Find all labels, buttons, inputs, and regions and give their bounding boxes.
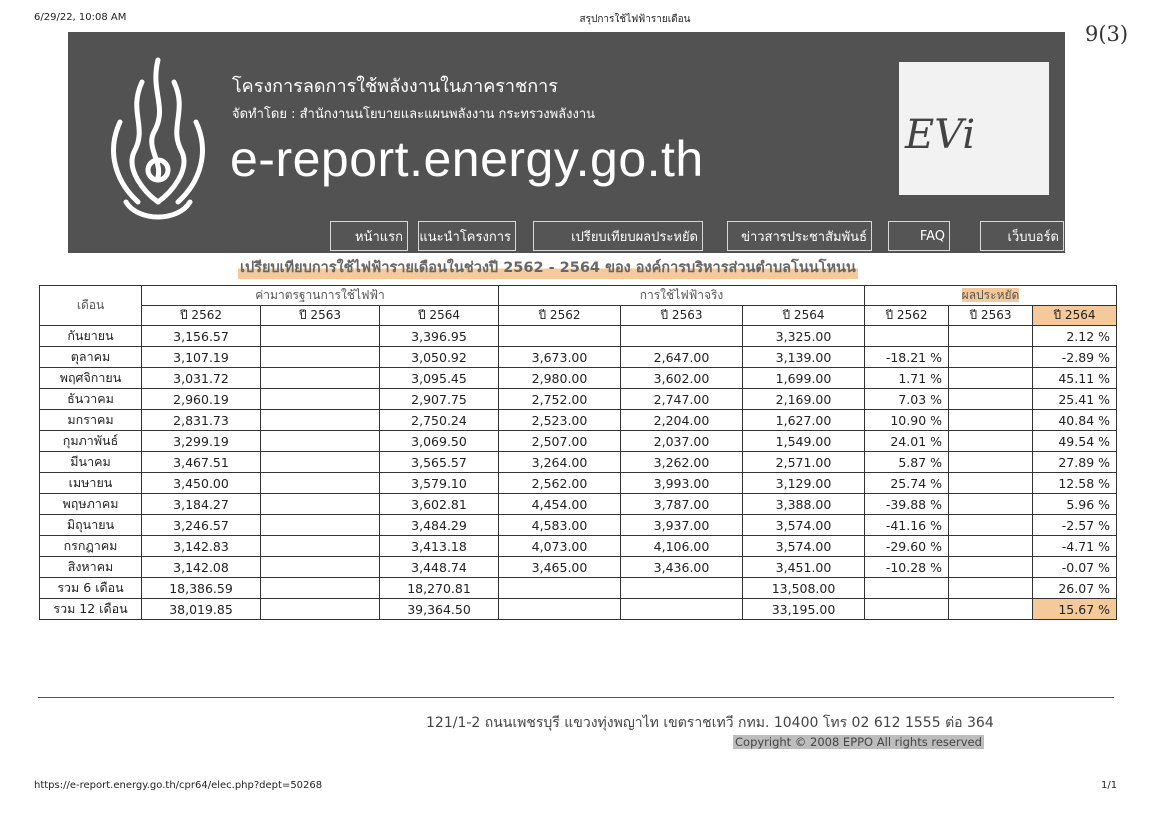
value-cell [865,599,949,620]
value-cell: 3,264.00 [499,452,621,473]
year-header: ปี 2563 [261,306,380,326]
nav-faq[interactable]: FAQ [888,221,950,251]
value-cell: 3,413.18 [380,536,499,557]
savings-header [865,286,1117,306]
month-cell: เมษายน [40,473,142,494]
table-row [40,326,1117,347]
org-author-line: จัดทำโดย : สำนักงานนโยบายและแผนพลังงาน กระทรวงพลังงาน [232,107,596,122]
site-name: e-report.energy.go.th [230,131,704,187]
footer-copyright: Copyright © 2008 EPPO All rights reserved [735,735,982,749]
value-cell [949,326,1033,347]
value-cell: 3,095.45 [380,368,499,389]
value-cell: 2,907.75 [380,389,499,410]
value-cell [261,494,380,515]
year-header: ปี 2562 [499,306,621,326]
value-cell: 3,436.00 [621,557,743,578]
value-cell: 15.67 % [1033,599,1117,620]
month-cell: สิงหาคม [40,557,142,578]
value-cell [261,410,380,431]
value-cell: 2,523.00 [499,410,621,431]
value-cell: 2,750.24 [380,410,499,431]
value-cell [949,557,1033,578]
value-cell [261,347,380,368]
value-cell: 3,602.00 [621,368,743,389]
table-row [40,515,1117,536]
table-row [40,578,1117,599]
year-header: ปี 2563 [621,306,743,326]
value-cell: 3,262.00 [621,452,743,473]
year-header: ปี 2564 [743,306,865,326]
value-cell [499,326,621,347]
value-cell: 2,960.19 [142,389,261,410]
value-cell: -41.16 % [865,515,949,536]
value-cell [261,473,380,494]
value-cell [949,473,1033,494]
table-row [40,410,1117,431]
value-cell [621,578,743,599]
value-cell: 2,980.00 [499,368,621,389]
print-datetime: 6/29/22, 10:08 AM [34,12,127,23]
value-cell: 3,156.57 [142,326,261,347]
value-cell: 2,831.73 [142,410,261,431]
month-cell: มีนาคม [40,452,142,473]
evi-logo-text: EVi [905,112,976,158]
value-cell: 3,565.57 [380,452,499,473]
month-cell: มิถุนายน [40,515,142,536]
value-cell [949,452,1033,473]
value-cell: 4,583.00 [499,515,621,536]
value-cell: 3,451.00 [743,557,865,578]
value-cell: 3,396.95 [380,326,499,347]
value-cell: 12.58 % [1033,473,1117,494]
value-cell: -29.60 % [865,536,949,557]
print-page-number: 1/1 [1101,780,1118,791]
value-cell: -2.89 % [1033,347,1117,368]
value-cell: -10.28 % [865,557,949,578]
value-cell: 13,508.00 [743,578,865,599]
year-header: ปี 2563 [949,306,1033,326]
month-cell: กุมภาพันธ์ [40,431,142,452]
month-cell: พฤษภาคม [40,494,142,515]
value-cell [621,326,743,347]
value-cell [865,578,949,599]
value-cell: 2,169.00 [743,389,865,410]
value-cell [949,515,1033,536]
nav-home[interactable]: หน้าแรก [330,221,408,251]
value-cell [261,431,380,452]
electricity-usage-table [39,285,1117,620]
value-cell: 40.84 % [1033,410,1117,431]
value-cell [499,578,621,599]
nav-webboard[interactable]: เว็บบอร์ด [980,221,1064,251]
table-row [40,431,1117,452]
value-cell [261,368,380,389]
nav-about-project[interactable]: แนะนำโครงการ [418,221,516,251]
value-cell: 2,647.00 [621,347,743,368]
value-cell: 26.07 % [1033,578,1117,599]
value-cell: 2,752.00 [499,389,621,410]
table-row [40,389,1117,410]
value-cell: 25.74 % [865,473,949,494]
value-cell: 18,386.59 [142,578,261,599]
value-cell: 3,450.00 [142,473,261,494]
value-cell: 3,993.00 [621,473,743,494]
print-page-title: สรุปการใช้ไฟฟ้ารายเดือน [579,14,691,25]
value-cell: 2,562.00 [499,473,621,494]
table-row [40,599,1117,620]
value-cell: 24.01 % [865,431,949,452]
month-cell: กรกฎาคม [40,536,142,557]
value-cell: 3,142.08 [142,557,261,578]
value-cell [949,599,1033,620]
value-cell: 2,204.00 [621,410,743,431]
value-cell: 25.41 % [1033,389,1117,410]
value-cell: 3,602.81 [380,494,499,515]
actual-usage-header: การใช้ไฟฟ้าจริง [499,286,865,306]
value-cell: 18,270.81 [380,578,499,599]
month-cell: รวม 12 เดือน [40,599,142,620]
value-cell: 1.71 % [865,368,949,389]
value-cell [949,410,1033,431]
value-cell: 7.03 % [865,389,949,410]
value-cell: 3,184.27 [142,494,261,515]
month-cell: พฤศจิกายน [40,368,142,389]
table-row [40,368,1117,389]
value-cell: 3,299.19 [142,431,261,452]
value-cell: 1,549.00 [743,431,865,452]
value-cell: 38,019.85 [142,599,261,620]
value-cell [261,452,380,473]
nav-news[interactable]: ข่าวสารประชาสัมพันธ์ [727,221,872,251]
value-cell: 3,465.00 [499,557,621,578]
table-row [40,557,1117,578]
footer-divider [38,697,1114,698]
value-cell: 3,579.10 [380,473,499,494]
value-cell: 39,364.50 [380,599,499,620]
table-row [40,473,1117,494]
value-cell: 3,050.92 [380,347,499,368]
month-cell: กันยายน [40,326,142,347]
value-cell: 2,571.00 [743,452,865,473]
table-row [40,536,1117,557]
value-cell: 2,747.00 [621,389,743,410]
month-cell: ตุลาคม [40,347,142,368]
value-cell [949,494,1033,515]
value-cell: 3,787.00 [621,494,743,515]
nav-compare-savings[interactable]: เปรียบเทียบผลประหยัด [533,221,703,251]
value-cell: 1,699.00 [743,368,865,389]
org-program-title: โครงการลดการใช้พลังงานในภาคราชการ [232,76,558,97]
handwritten-page-note: 9(3) [1085,22,1129,46]
print-url: https://e-report.energy.go.th/cpr64/elec.php?dept=50268 [34,780,323,791]
value-cell: 4,106.00 [621,536,743,557]
month-cell: รวม 6 เดือน [40,578,142,599]
value-cell: 2,037.00 [621,431,743,452]
report-subtitle: เปรียบเทียบการใช้ไฟฟ้ารายเดือนในช่วงปี 2562 - 2564 ของ องค์การบริหารส่วนตำบลโนนโหนน [238,256,858,279]
value-cell: 3,937.00 [621,515,743,536]
value-cell: -0.07 % [1033,557,1117,578]
value-cell [499,599,621,620]
value-cell [261,389,380,410]
value-cell [865,326,949,347]
value-cell: 3,574.00 [743,515,865,536]
value-cell: 5.96 % [1033,494,1117,515]
value-cell [949,368,1033,389]
year-header: ปี 2562 [142,306,261,326]
value-cell: 3,448.74 [380,557,499,578]
value-cell: -4.71 % [1033,536,1117,557]
value-cell: 27.89 % [1033,452,1117,473]
value-cell [949,347,1033,368]
value-cell: 10.90 % [865,410,949,431]
value-cell: 2,507.00 [499,431,621,452]
value-cell: 3,069.50 [380,431,499,452]
value-cell: 3,139.00 [743,347,865,368]
value-cell: 3,246.57 [142,515,261,536]
value-cell [261,599,380,620]
standard-usage-header: ค่ามาตรฐานการใช้ไฟฟ้า [142,286,499,306]
value-cell: -39.88 % [865,494,949,515]
value-cell [949,536,1033,557]
value-cell [261,515,380,536]
value-cell: 3,107.19 [142,347,261,368]
value-cell: 3,673.00 [499,347,621,368]
savings-header-label: ผลประหยัด [961,288,1020,302]
value-cell: -18.21 % [865,347,949,368]
value-cell: 3,484.29 [380,515,499,536]
value-cell [261,326,380,347]
month-cell: มกราคม [40,410,142,431]
year-header: ปี 2562 [865,306,949,326]
month-header: เดือน [40,286,142,326]
value-cell: 3,031.72 [142,368,261,389]
value-cell: 33,195.00 [743,599,865,620]
table-row [40,347,1117,368]
value-cell [261,578,380,599]
value-cell: 4,073.00 [499,536,621,557]
value-cell: 3,325.00 [743,326,865,347]
value-cell: 1,627.00 [743,410,865,431]
value-cell: 5.87 % [865,452,949,473]
value-cell [949,431,1033,452]
value-cell: 3,142.83 [142,536,261,557]
value-cell: 45.11 % [1033,368,1117,389]
table-row [40,494,1117,515]
month-cell: ธันวาคม [40,389,142,410]
value-cell [261,536,380,557]
value-cell: 3,388.00 [743,494,865,515]
value-cell: 49.54 % [1033,431,1117,452]
footer-address: 121/1-2 ถนนเพชรบุรี แขวงทุ่งพญาไท เขตราชเทวี กทม. 10400 โทร 02 612 1555 ต่อ 364 [426,715,994,731]
value-cell: 3,467.51 [142,452,261,473]
table-row [40,452,1117,473]
flame-logo-icon [98,52,218,232]
year-header: ปี 2564 [380,306,499,326]
value-cell: 4,454.00 [499,494,621,515]
value-cell [949,389,1033,410]
value-cell [261,557,380,578]
value-cell: 2.12 % [1033,326,1117,347]
value-cell: -2.57 % [1033,515,1117,536]
value-cell [949,578,1033,599]
year-header: ปี 2564 [1033,306,1117,326]
value-cell: 3,129.00 [743,473,865,494]
value-cell [621,599,743,620]
value-cell: 3,574.00 [743,536,865,557]
